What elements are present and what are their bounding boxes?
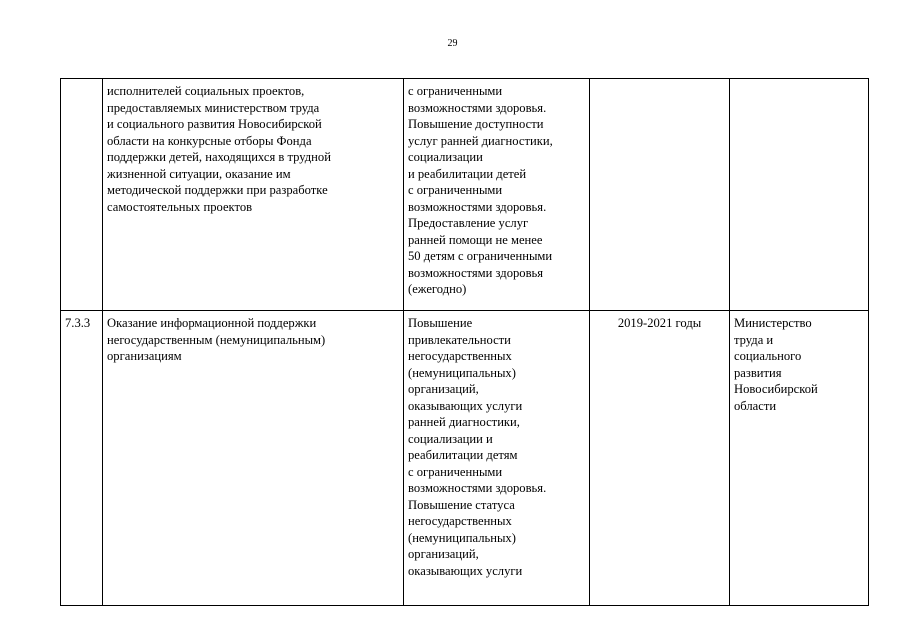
action-cell [103, 311, 404, 606]
action-line: жизненной ситуации, оказание им [107, 166, 291, 181]
result-line: с ограниченными [408, 183, 503, 197]
result-line: Повышение доступности [408, 117, 544, 131]
table-row [61, 79, 869, 311]
result-line: Предоставление услуг [408, 216, 529, 230]
result-line: организаций, [408, 547, 479, 561]
result-cell [404, 311, 590, 606]
result-line: (немуниципальных) [408, 365, 516, 380]
row-number-cell [61, 79, 103, 311]
responsible-line: социального [734, 349, 802, 363]
result-line: ранней диагностики, [408, 415, 520, 429]
table-row [61, 311, 869, 606]
row-number-cell: 7.3.3 [61, 311, 103, 606]
action-line: области на конкурсные отборы Фонда [107, 133, 312, 148]
result-line: оказывающих услуги [408, 398, 523, 413]
responsible-line: области [734, 398, 777, 413]
action-line: Оказание информационной поддержки [107, 316, 317, 330]
result-line: (немуниципальных) [408, 530, 516, 545]
action-line: методической поддержки при разработке [107, 183, 328, 197]
result-line: социализации и [408, 431, 493, 446]
result-cell [404, 79, 590, 311]
period-cell [590, 79, 730, 311]
measures-table [60, 78, 869, 606]
responsible-line: развития [734, 365, 782, 380]
responsible-cell [730, 311, 869, 606]
action-line: организациям [107, 349, 182, 363]
result-line: и реабилитации детей [408, 166, 527, 181]
result-line: услуг ранней диагностики, [408, 133, 553, 148]
result-line: негосударственных [408, 514, 512, 528]
result-line: возможностями здоровья. [408, 481, 547, 495]
result-line: возможностями здоровья. [408, 199, 547, 214]
responsible-line: труда и [734, 332, 774, 347]
action-line: негосударственным (немуниципальным) [107, 332, 326, 347]
result-line: (ежегодно) [408, 282, 467, 296]
result-line: социализации [408, 150, 483, 164]
result-line: 50 детям с ограниченными [408, 249, 553, 263]
result-line: Повышение [408, 316, 473, 330]
result-line: организаций, [408, 382, 479, 396]
responsible-line: Новосибирской [734, 382, 818, 396]
action-line: самостоятельных проектов [107, 199, 253, 214]
action-line: и социального развития Новосибирской [107, 117, 322, 131]
result-line: Повышение статуса [408, 497, 515, 512]
result-line: негосударственных [408, 349, 512, 363]
result-line: реабилитации детям [408, 448, 518, 462]
result-line: привлекательности [408, 332, 511, 347]
result-line: ранней помощи не менее [408, 232, 543, 247]
result-line: оказывающих услуги [408, 563, 523, 578]
responsible-cell [730, 79, 869, 311]
action-line: поддержки детей, находящихся в трудной [107, 150, 331, 164]
action-cell [103, 79, 404, 311]
result-line: возможностями здоровья [408, 265, 544, 280]
result-line: с ограниченными [408, 464, 503, 479]
page-number: 29 [447, 38, 458, 49]
action-line: предоставляемых министерством труда [107, 100, 320, 115]
responsible-line: Министерство [734, 316, 812, 330]
result-line: с ограниченными [408, 84, 503, 98]
period-cell: 2019-2021 годы [590, 311, 730, 606]
action-line: исполнителей социальных проектов, [107, 84, 305, 98]
result-line: возможностями здоровья. [408, 100, 547, 115]
